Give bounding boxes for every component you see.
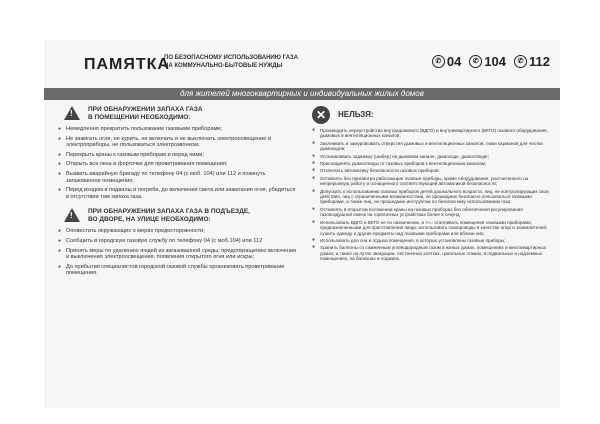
list-item: ● Оставлять в открытом положении краны на газовых приборах без обеспечения регулирования газовоздушной смеси на горелочных устройствах более 5 секунд; xyxy=(312,207,552,218)
warning-icon: ! xyxy=(64,208,80,222)
phone-112 xyxy=(514,54,550,69)
memo-header xyxy=(44,50,560,80)
phone-icon: ✆ xyxy=(469,55,482,68)
list-item: ● Присоединять дымоотводы от газовых приборов к вентиляционным каналам; xyxy=(312,161,552,166)
indoor-instructions-list xyxy=(58,126,298,200)
memo-subtitle-line2: НА КОММУНАЛЬНО-БЫТОВЫЕ НУЖДЫ xyxy=(164,63,283,69)
prohibited-x-icon: ✕ xyxy=(312,106,330,124)
list-item: ● Заклеивать и замуровывать отверстия дымовых и вентиляционных каналов, люки карманов для чистки дымоходов; xyxy=(312,141,552,152)
section-title-line: ПРИ ОБНАРУЖЕНИИ ЗАПАХА ГАЗА xyxy=(88,106,203,113)
phone-icon: ✆ xyxy=(432,55,445,68)
list-item: ● Вызвать аварийную бригаду по телефону 04 (с моб. 104) или 112 и покинуть загазованное помещение; xyxy=(58,171,298,184)
section-outdoor-title xyxy=(88,208,250,224)
memo-subtitle-line1: ПО БЕЗОПАСНОМУ ИСПОЛЬЗОВАНИЮ ГАЗА xyxy=(164,55,299,61)
list-item: ● Использовать для сна и отдыха помещения, в которых установлены газовые приборы; xyxy=(312,238,552,243)
prohibited-heading xyxy=(312,106,552,124)
list-item: ● Перед входом в подвалы и погреба, до включения света или зажигания огня, убедиться в отсутствии там запаха газа. xyxy=(58,187,298,200)
list-item: ● Производить переустройство внутридомового (ВДГО) и внутриквартирного (ВКГО) газового оборудования, дымовых и вентиляционных каналов; xyxy=(312,128,552,139)
left-column xyxy=(58,106,298,280)
phone-number: 112 xyxy=(529,54,550,69)
list-item: ● Допускать к использованию газовых приборов детей дошкольного возраста, лиц, не контролирующих свои действия, лиц с ограниченными возможностями, не прошедших безопасно пользоваться газовыми приборами, а также лиц, не прошедших инструктаж по безопасному использованию газа; xyxy=(312,189,552,205)
warning-icon: ! xyxy=(64,106,80,120)
list-item: ● Использовать ВДГО и ВКГО не по назначению, в т.ч.: отапливать помещения газовыми приборами, предназначенными для приготовления пищи; использовать газопроводы в качестве опор и заземлителей; сушить одежду и другие предметы над газовыми приборами или вблизи них; xyxy=(312,220,552,236)
phone-number: 04 xyxy=(446,54,462,69)
memo-subtitle xyxy=(164,54,298,70)
outdoor-instructions-list xyxy=(58,228,298,277)
section-title-line: В ПОМЕЩЕНИИ НЕОБХОДИМО: xyxy=(88,114,191,121)
phone-04 xyxy=(432,54,461,69)
memo-sheet xyxy=(44,40,560,408)
section-title-line: ПРИ ОБНАРУЖЕНИИ ЗАПАХА ГАЗА В ПОДЪЕЗДЕ, xyxy=(88,208,250,216)
audience-band: для жителей многоквартирных и индивидуальных жилых домов xyxy=(44,88,560,100)
list-item: ● Перекрыть краны к газовым приборам и перед ними; xyxy=(58,152,298,159)
list-item: ● Оповестить окружающих о мерах предосторожности; xyxy=(58,228,298,235)
list-item: ● Оставлять без присмотра работающие газовые приборы, кроме оборудования, рассчитанного на непрерывную работу и оснащенного соответствующей автоматикой безопасности; xyxy=(312,176,552,187)
list-item: ● Принять меры по удалению людей из загазованной среды, предотвращению включения и выключения электроосвещения, появления открытого огня или искры; xyxy=(58,248,298,261)
memo-title: ПАМЯТКА xyxy=(84,56,170,73)
list-item: ● Немедленно прекратить пользование газовыми приборами; xyxy=(58,126,298,133)
right-column xyxy=(312,106,552,264)
section-outdoor-heading xyxy=(58,208,298,224)
phone-numbers xyxy=(432,54,550,69)
list-item: ● До прибытия специалистов городской газовой службы организовать проветривание помещения. xyxy=(58,264,298,277)
list-item: ● Не зажигать огня, не курить, не включать и не выключать электроосвещение и электроприборы, не пользоваться электрозвонком; xyxy=(58,136,298,149)
phone-number: 104 xyxy=(484,54,507,69)
section-indoor-title xyxy=(88,106,203,122)
list-item: ● Хранить баллоны со сжиженным углеводородным газом в жилых домах, помещениях и многоквартирных домах, а также на путях эвакуации, лестничных клетках, цокольных этажах, в подвальных и надземных помещениях, на балконах и лоджиях. xyxy=(312,245,552,261)
list-item: ● Устанавливать задвижку (шибер) на дымовом канале, дымоходе, дымоотводе; xyxy=(312,154,552,159)
list-item: ● Открыть все окна и форточки для проветривания помещения; xyxy=(58,161,298,168)
list-item: ● Отключать автоматику безопасности газовых приборов; xyxy=(312,168,552,173)
phone-104 xyxy=(469,54,506,69)
list-item: ● Сообщить в городскую газовую службу по телефону 04 (с моб.104) или 112 xyxy=(58,238,298,245)
prohibited-title: НЕЛЬЗЯ: xyxy=(338,110,374,119)
section-title-line: ВО ДВОРЕ, НА УЛИЦЕ НЕОБХОДИМО: xyxy=(88,216,211,224)
section-indoor-heading xyxy=(58,106,298,122)
phone-icon: ✆ xyxy=(514,55,527,68)
prohibited-list xyxy=(312,128,552,262)
